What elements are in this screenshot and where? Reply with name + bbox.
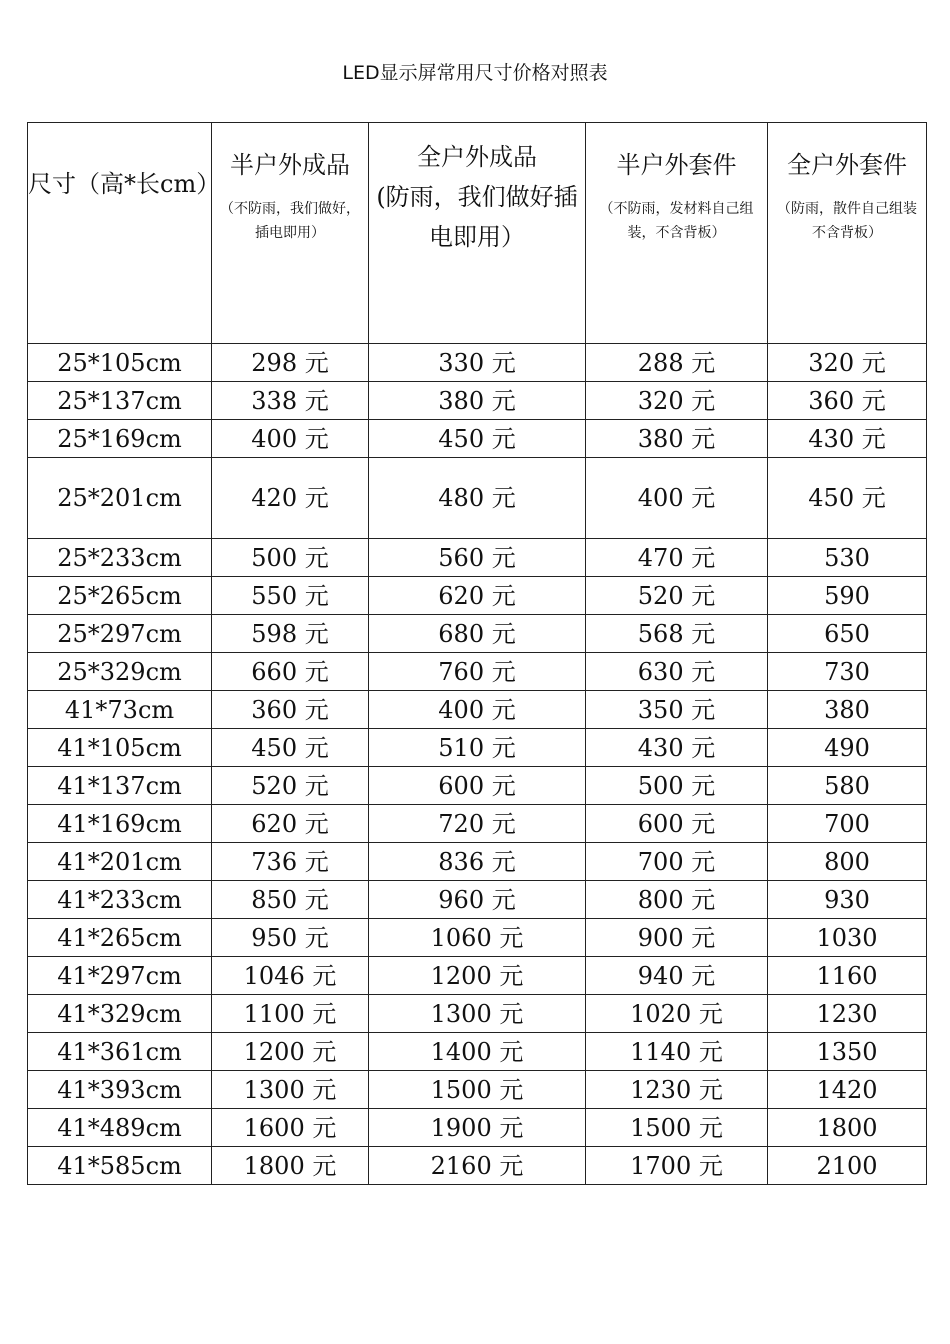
cell-price: 1020 元 [586,995,768,1033]
cell-price: 1200 元 [212,1033,369,1071]
table-row [28,957,927,995]
cell-price: 490 [768,729,927,767]
cell-price: 400 元 [586,458,768,539]
cell-price: 470 元 [586,539,768,577]
cell-price: 420 元 [212,458,369,539]
cell-price: 298 元 [212,344,369,382]
header-note: (防雨，我们做好插电即用） [376,183,578,251]
cell-price: 500 元 [212,539,369,577]
cell-price: 1046 元 [212,957,369,995]
cell-price: 430 元 [586,729,768,767]
cell-price: 1800 元 [212,1147,369,1185]
cell-price: 940 元 [586,957,768,995]
cell-price: 1800 [768,1109,927,1147]
cell-price: 550 元 [212,577,369,615]
table-row [28,420,927,458]
header-semi-outdoor-kit [586,123,768,344]
cell-price: 288 元 [586,344,768,382]
cell-size: 41*169cm [28,805,212,843]
cell-price: 360 元 [768,382,927,420]
cell-price: 330 元 [369,344,586,382]
cell-price: 620 元 [212,805,369,843]
price-table [27,122,927,1185]
cell-price: 2100 [768,1147,927,1185]
cell-price: 338 元 [212,382,369,420]
cell-price: 480 元 [369,458,586,539]
cell-size: 25*137cm [28,382,212,420]
cell-price: 680 元 [369,615,586,653]
table-row [28,344,927,382]
cell-price: 1500 元 [586,1109,768,1147]
cell-price: 736 元 [212,843,369,881]
cell-price: 720 元 [369,805,586,843]
cell-size: 41*585cm [28,1147,212,1185]
cell-price: 400 元 [369,691,586,729]
table-row [28,458,927,539]
cell-size: 25*265cm [28,577,212,615]
cell-size: 41*489cm [28,1109,212,1147]
cell-price: 520 元 [212,767,369,805]
cell-size: 41*233cm [28,881,212,919]
cell-price: 1400 元 [369,1033,586,1071]
table-row [28,729,927,767]
cell-price: 350 元 [586,691,768,729]
cell-size: 41*361cm [28,1033,212,1071]
header-main-label: 全户外套件 [787,151,907,179]
table-row [28,1071,927,1109]
cell-size: 41*201cm [28,843,212,881]
cell-price: 360 元 [212,691,369,729]
cell-price: 630 元 [586,653,768,691]
cell-price: 2160 元 [369,1147,586,1185]
table-row [28,653,927,691]
cell-price: 320 元 [586,382,768,420]
cell-price: 1350 [768,1033,927,1071]
table-row [28,382,927,420]
cell-price: 1700 元 [586,1147,768,1185]
cell-price: 960 元 [369,881,586,919]
cell-price: 1230 元 [586,1071,768,1109]
table-body [28,344,927,1185]
table-row [28,881,927,919]
table-row [28,1147,927,1185]
cell-price: 580 [768,767,927,805]
cell-size: 25*169cm [28,420,212,458]
cell-size: 41*105cm [28,729,212,767]
table-row [28,615,927,653]
cell-size: 41*297cm [28,957,212,995]
cell-price: 568 元 [586,615,768,653]
header-full-outdoor-kit [768,123,927,344]
cell-size: 41*265cm [28,919,212,957]
table-row [28,805,927,843]
cell-price: 598 元 [212,615,369,653]
cell-size: 41*137cm [28,767,212,805]
table-row [28,1033,927,1071]
cell-price: 1420 [768,1071,927,1109]
cell-price: 450 元 [768,458,927,539]
cell-price: 850 元 [212,881,369,919]
cell-price: 1300 元 [212,1071,369,1109]
cell-price: 510 元 [369,729,586,767]
cell-price: 400 元 [212,420,369,458]
cell-price: 600 元 [586,805,768,843]
header-main-label: 半户外成品 [230,151,350,179]
cell-price: 800 元 [586,881,768,919]
cell-size: 25*105cm [28,344,212,382]
cell-price: 450 元 [369,420,586,458]
header-semi-outdoor-finished [212,123,369,344]
cell-price: 560 元 [369,539,586,577]
cell-price: 650 [768,615,927,653]
cell-price: 1100 元 [212,995,369,1033]
header-full-outdoor-finished [369,123,586,344]
cell-size: 41*73cm [28,691,212,729]
table-row [28,843,927,881]
cell-price: 900 元 [586,919,768,957]
cell-price: 1030 [768,919,927,957]
cell-price: 660 元 [212,653,369,691]
table-header-row [28,123,927,344]
cell-price: 430 元 [768,420,927,458]
table-row [28,577,927,615]
cell-price: 1200 元 [369,957,586,995]
page-title: LED显示屏常用尺寸价格对照表 [342,62,608,84]
cell-price: 380 [768,691,927,729]
cell-price: 520 元 [586,577,768,615]
cell-price: 450 元 [212,729,369,767]
header-note: （不防雨，发材料自己组装，不含背板） [599,201,754,241]
cell-price: 930 [768,881,927,919]
cell-price: 1230 [768,995,927,1033]
cell-price: 836 元 [369,843,586,881]
cell-size: 25*201cm [28,458,212,539]
cell-price: 730 [768,653,927,691]
table-row [28,691,927,729]
cell-size: 25*329cm [28,653,212,691]
header-size: 尺寸（高*长cm） [28,123,212,344]
table-row [28,995,927,1033]
cell-price: 950 元 [212,919,369,957]
cell-price: 1160 [768,957,927,995]
cell-size: 25*233cm [28,539,212,577]
cell-price: 1140 元 [586,1033,768,1071]
cell-price: 380 元 [369,382,586,420]
header-main-label: 全户外成品 [417,143,537,171]
cell-price: 1600 元 [212,1109,369,1147]
cell-price: 590 [768,577,927,615]
header-note: （防雨，散件自己组装不含背板） [777,201,917,241]
cell-price: 1900 元 [369,1109,586,1147]
cell-price: 1500 元 [369,1071,586,1109]
cell-price: 1300 元 [369,995,586,1033]
cell-price: 800 [768,843,927,881]
table-row [28,919,927,957]
cell-price: 320 元 [768,344,927,382]
cell-price: 380 元 [586,420,768,458]
cell-price: 700 [768,805,927,843]
table-row [28,1109,927,1147]
cell-price: 620 元 [369,577,586,615]
cell-size: 41*393cm [28,1071,212,1109]
cell-size: 25*297cm [28,615,212,653]
header-main-label: 半户外套件 [616,151,737,179]
table-row [28,539,927,577]
cell-price: 1060 元 [369,919,586,957]
cell-price: 530 [768,539,927,577]
cell-price: 700 元 [586,843,768,881]
cell-price: 600 元 [369,767,586,805]
cell-size: 41*329cm [28,995,212,1033]
table-row [28,767,927,805]
header-note: （不防雨，我们做好，插电即用） [220,201,360,241]
cell-price: 500 元 [586,767,768,805]
cell-price: 760 元 [369,653,586,691]
